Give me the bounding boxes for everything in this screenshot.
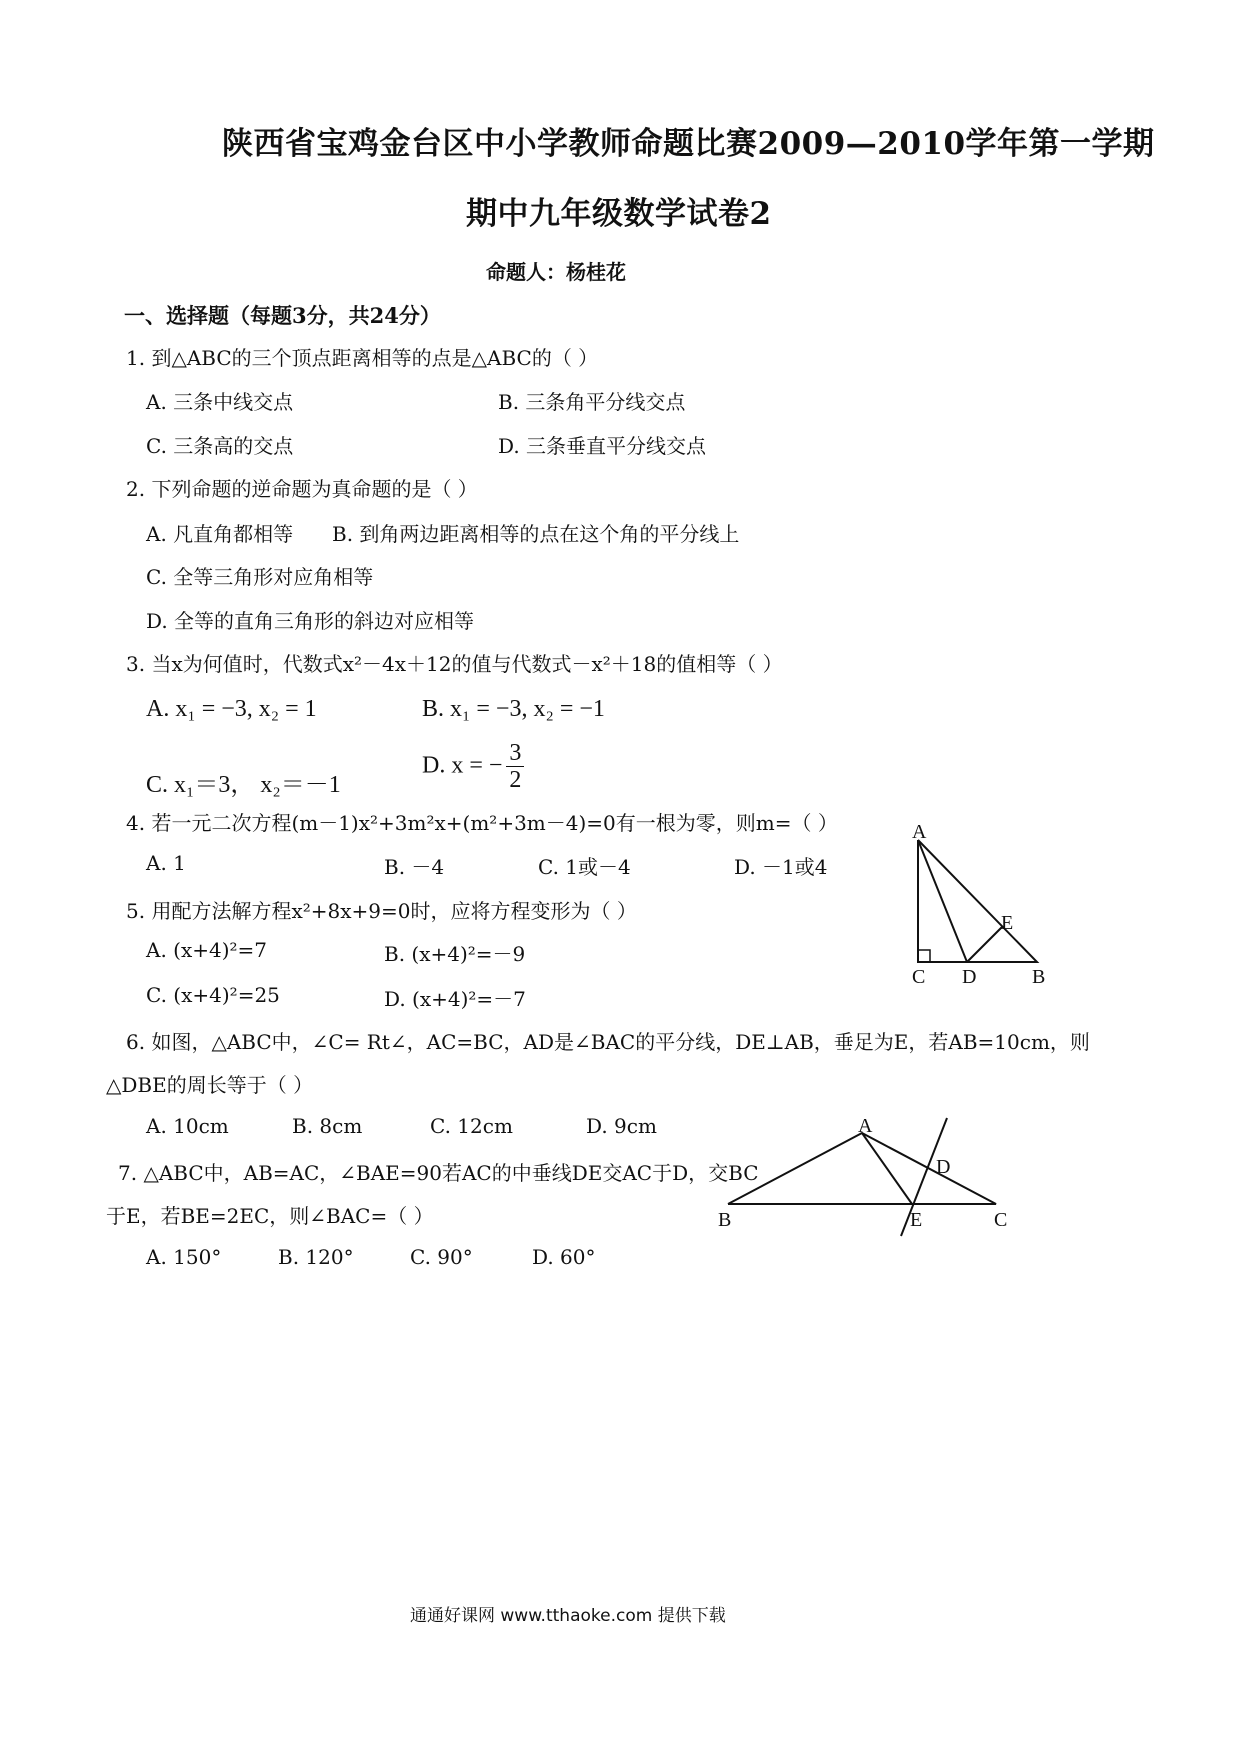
right-angle-mark — [918, 950, 930, 962]
question-1-option-a: A. 三条中线交点 — [146, 390, 294, 414]
figure-triangle-bac — [710, 1110, 1040, 1245]
question-7-option-d: D. 60° — [532, 1245, 596, 1269]
question-4-option-d: D. －1或4 — [734, 855, 828, 879]
question-7-stem-continued: 于E，若BE=2EC，则∠BAC=（ ） — [106, 1204, 434, 1228]
question-6-option-c: C. 12cm — [430, 1114, 513, 1138]
question-7-option-c: C. 90° — [410, 1245, 473, 1269]
fraction-denominator: 2 — [509, 767, 522, 794]
question-5-option-d: D. (x+4)²=－7 — [384, 987, 526, 1011]
label-b: B — [718, 1209, 732, 1231]
section-heading: 一、选择题（每题3分，共24分） — [124, 303, 441, 328]
label-c: C — [994, 1209, 1008, 1231]
question-2-option-b: B. 到角两边距离相等的点在这个角的平分线上 — [332, 522, 740, 546]
question-7-option-a: A. 150° — [146, 1245, 222, 1269]
question-4-option-b: B. －4 — [384, 855, 445, 879]
question-6-stem: 6. 如图，△ABC中，∠C= Rt∠，AC=BC，AD是∠BAC的平分线，DE⊥AB，垂足为E，若AB=10cm，则 — [126, 1030, 1090, 1054]
question-2-option-a: A. 凡直角都相等 — [146, 522, 294, 546]
question-2-option-d: D. 全等的直角三角形的斜边对应相等 — [146, 609, 475, 633]
question-3-stem: 3. 当x为何值时，代数式x²－4x＋12的值与代数式－x²＋18的值相等（ ） — [126, 652, 783, 676]
label-e: E — [910, 1209, 923, 1231]
label-b: B — [1032, 966, 1046, 988]
segment-de — [967, 927, 1002, 962]
triangle-acb — [918, 840, 1037, 962]
question-2-stem: 2. 下列命题的逆命题为真命题的是（ ） — [126, 477, 478, 501]
fraction — [506, 740, 524, 794]
label-c: C — [912, 966, 926, 988]
question-3-option-d — [422, 740, 524, 794]
title-line-2: 期中九年级数学试卷2 — [466, 196, 772, 232]
title-line-1: 陕西省宝鸡金台区中小学教师命题比赛2009—2010学年第一学期 — [222, 126, 1155, 162]
question-3-option-b: B. x₁ = −3, x₂ = −1 — [422, 696, 605, 722]
question-5-option-b: B. (x+4)²=－9 — [384, 942, 526, 966]
footer-source: 通通好课网 www.tthaoke.com 提供下载 — [410, 1606, 726, 1626]
question-4-option-c: C. 1或－4 — [538, 855, 631, 879]
question-1-option-c: C. 三条高的交点 — [146, 434, 294, 458]
author-line: 命题人：杨桂花 — [486, 260, 626, 284]
label-d: D — [936, 1156, 951, 1178]
question-1-option-b: B. 三条角平分线交点 — [498, 390, 686, 414]
question-4-stem: 4. 若一元二次方程(m－1)x²+3m²x+(m²+3m－4)=0有一根为零，则m=（ ） — [126, 811, 838, 835]
question-6-stem-continued: △DBE的周长等于（ ） — [106, 1073, 314, 1097]
question-3-option-a: A. x₁ = −3, x₂ = 1 — [146, 696, 317, 722]
question-5-option-a: A. (x+4)²=7 — [146, 938, 268, 962]
question-3-option-d-text: D. x = − — [422, 752, 503, 779]
segment-ad — [918, 840, 967, 962]
question-6-option-b: B. 8cm — [292, 1114, 363, 1138]
question-4-option-a: A. 1 — [146, 851, 186, 875]
question-6-option-d: D. 9cm — [586, 1114, 657, 1138]
question-3-option-c: C. x₁＝3， x₂＝－1 — [146, 772, 341, 798]
label-a: A — [858, 1115, 873, 1137]
triangle-bac — [728, 1133, 996, 1204]
figure-triangle-acb — [900, 825, 1060, 995]
question-5-stem: 5. 用配方法解方程x²+8x+9=0时，应将方程变形为（ ） — [126, 899, 637, 923]
fraction-numerator: 3 — [506, 740, 524, 767]
question-2-option-c: C. 全等三角形对应角相等 — [146, 565, 374, 589]
segment-ae — [862, 1133, 912, 1204]
label-a: A — [912, 825, 927, 843]
question-1-option-d: D. 三条垂直平分线交点 — [498, 434, 707, 458]
question-5-option-c: C. (x+4)²=25 — [146, 983, 280, 1007]
label-e: E — [1001, 912, 1014, 934]
question-1-stem: 1. 到△ABC的三个顶点距离相等的点是△ABC的（ ） — [126, 346, 599, 370]
question-7-stem: 7. △ABC中，AB=AC，∠BAE=90若AC的中垂线DE交AC于D，交BC — [118, 1161, 759, 1185]
question-7-option-b: B. 120° — [278, 1245, 354, 1269]
question-6-option-a: A. 10cm — [146, 1114, 229, 1138]
label-d: D — [962, 966, 977, 988]
